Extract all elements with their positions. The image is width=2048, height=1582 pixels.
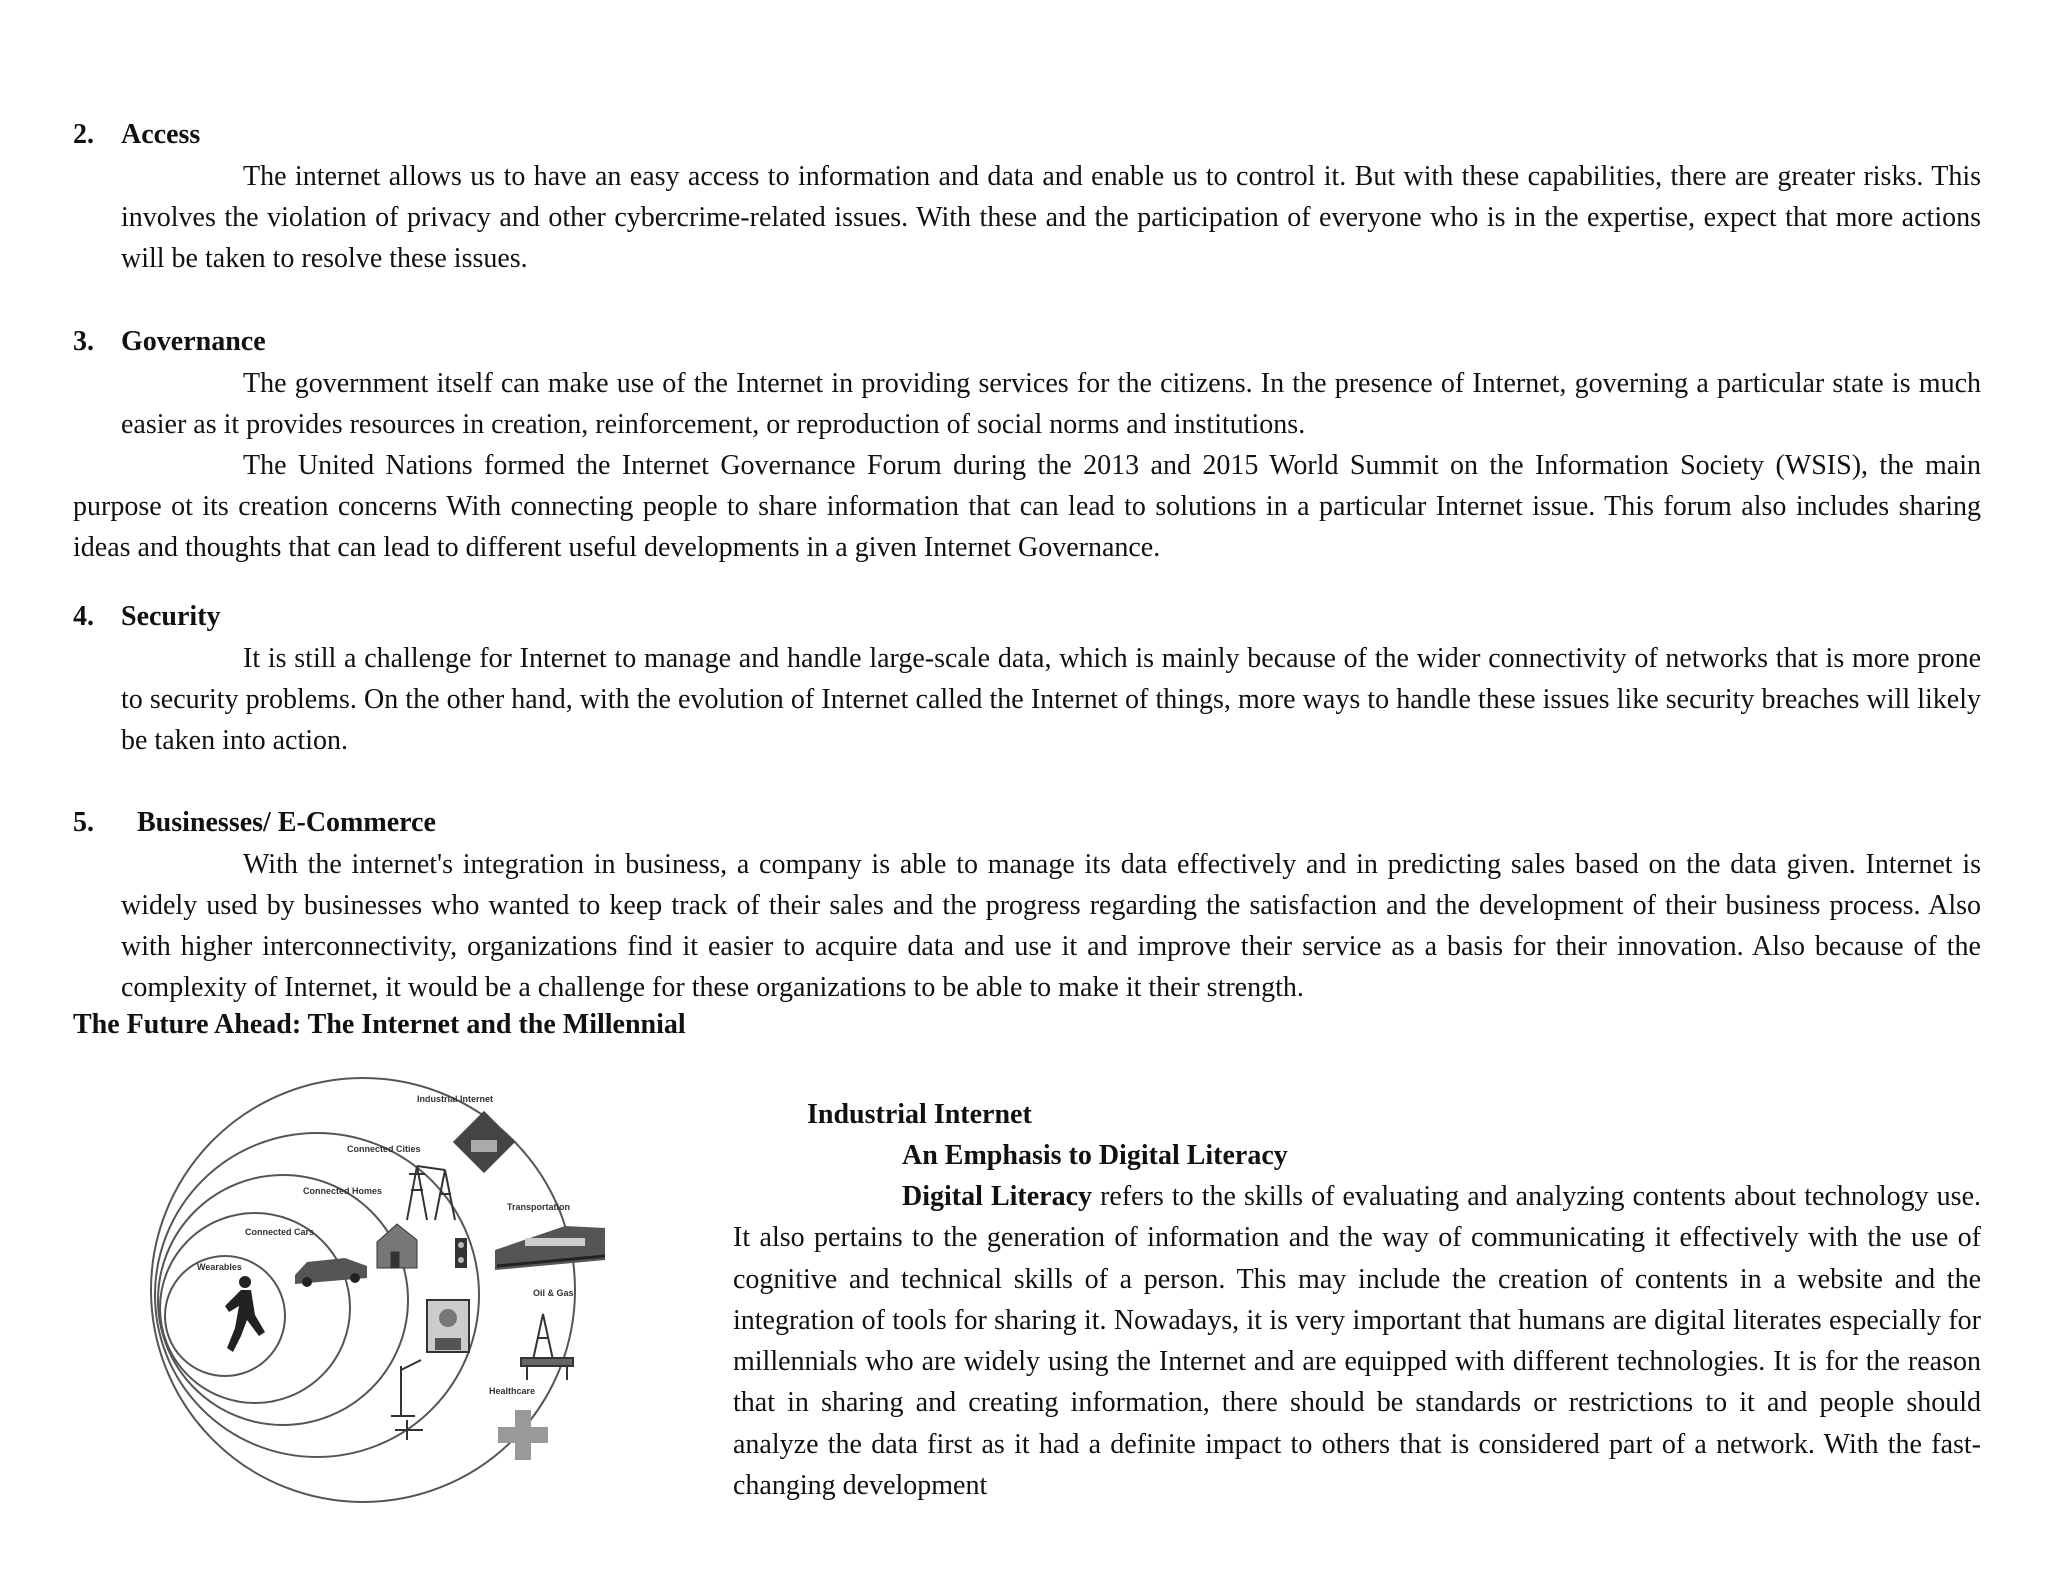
section-heading-access <box>73 115 200 155</box>
paragraph-digital-literacy <box>733 1176 1981 1506</box>
section-heading-ecommerce <box>73 803 436 843</box>
digital-literacy-text: refers to the skills of evaluating and analyzing contents about technology use. It also pertains to the generation of information and the way of communicating it effectively with the use of cognitive and technical skills of a person. This may include the creation of contents in a website and the integration of tools for sharing it. Nowadays, it is very important that humans are digital literates especially for millennials who are widely using the Internet and are equipped with different technologies. It is for the reason that in sharing and creating information, there should be standards or restrictions to it and people should analyze the data first as it had a definite impact to others that is considered part of a network. With the fast-changing development <box>733 1181 1982 1502</box>
circle-cities <box>155 1133 479 1457</box>
label-oilgas: Oil & Gas <box>533 1288 574 1298</box>
section-title: Security <box>121 601 221 632</box>
label-homes: Connected Homes <box>303 1186 383 1196</box>
section-title: Businesses/ E-Commerce <box>137 807 436 838</box>
person-picture-icon <box>427 1300 469 1352</box>
section-heading-security <box>73 597 221 637</box>
future-ahead-title: The Future Ahead: The Internet and the Millennial <box>73 1009 686 1040</box>
healthcare-cross-icon <box>498 1410 548 1460</box>
section-title: Governance <box>121 326 266 357</box>
power-tower-icon <box>407 1166 455 1220</box>
circle-wearables <box>165 1256 285 1376</box>
train-icon <box>495 1226 605 1270</box>
label-cars: Connected Cars <box>245 1227 315 1237</box>
label-industrial: Industrial Internet <box>417 1094 494 1104</box>
runner-icon <box>225 1276 265 1352</box>
subheading-digital-literacy: An Emphasis to Digital Literacy <box>902 1140 1288 1171</box>
house-icon <box>377 1224 417 1268</box>
paragraph-security: It is still a challenge for Internet to manage and handle large-scale data, which is mainly because of the wider connectivity of networks that is more prone to security problems. On the other hand, with the evolution of Internet called the Internet of things, more ways to handle these issues like security breaches will likely be taken into action. <box>121 643 1981 756</box>
paragraph-ecommerce: With the internet's integration in business, a company is able to manage its data effectively and in predicting sales based on the data given. Internet is widely used by businesses who wanted to keep track of their sales and the progress regarding the satisfaction and the development of their business process. Also with higher interconnectivity, organizations find it easier to acquire data and use it and improve their service as a basis for their innovation. Also because of the complexity of Internet, it would be a challenge for these organizations to be able to make it their strength. <box>121 849 1981 1003</box>
paragraph-governance-2: The United Nations formed the Internet Governance Forum during the 2013 and 2015 World Summit on the Information Society (WSIS), the main purpose ot its creation concerns With connecting people to share information that can lead to solutions in a particular Internet issue. This forum also includes sharing ideas and thoughts that can lead to different useful developments in a given Internet Governance. <box>73 450 1981 563</box>
digital-literacy-term: Digital Literacy <box>902 1181 1093 1212</box>
subheading-industrial-internet: Industrial Internet <box>807 1099 1032 1130</box>
industrial-diamond-icon <box>453 1111 515 1173</box>
car-icon <box>295 1258 367 1287</box>
section-number: 5. <box>73 807 94 838</box>
traffic-light-icon <box>455 1238 467 1268</box>
section-number: 2. <box>73 119 94 150</box>
section-number: 3. <box>73 326 94 357</box>
section-heading-governance <box>73 322 266 362</box>
iot-nested-circles-diagram <box>145 1070 635 1510</box>
label-cities: Connected Cities <box>347 1144 421 1154</box>
label-healthcare: Healthcare <box>489 1386 536 1396</box>
paragraph-access: The internet allows us to have an easy access to information and data and enable us to control it. But with these capabilities, there are greater risks. This involves the violation of privacy and other cybercrime-related issues. With these and the participation of everyone who is in the expertise, expect that more actions will be taken to resolve these issues. <box>121 161 1981 274</box>
section-number: 4. <box>73 601 94 632</box>
section-title: Access <box>121 119 201 150</box>
label-transportation: Transportation <box>507 1202 571 1212</box>
oil-rig-icon <box>521 1314 573 1380</box>
paragraph-governance-1: The government itself can make use of the Internet in providing services for the citizens. In the presence of Internet, governing a particular state is much easier as it provides resources in creation, reinforcement, or reproduction of social norms and institutions. <box>121 368 1981 440</box>
circle-cars <box>160 1213 350 1403</box>
label-wearables: Wearables <box>197 1262 242 1272</box>
oil-pump-icon <box>391 1360 423 1440</box>
